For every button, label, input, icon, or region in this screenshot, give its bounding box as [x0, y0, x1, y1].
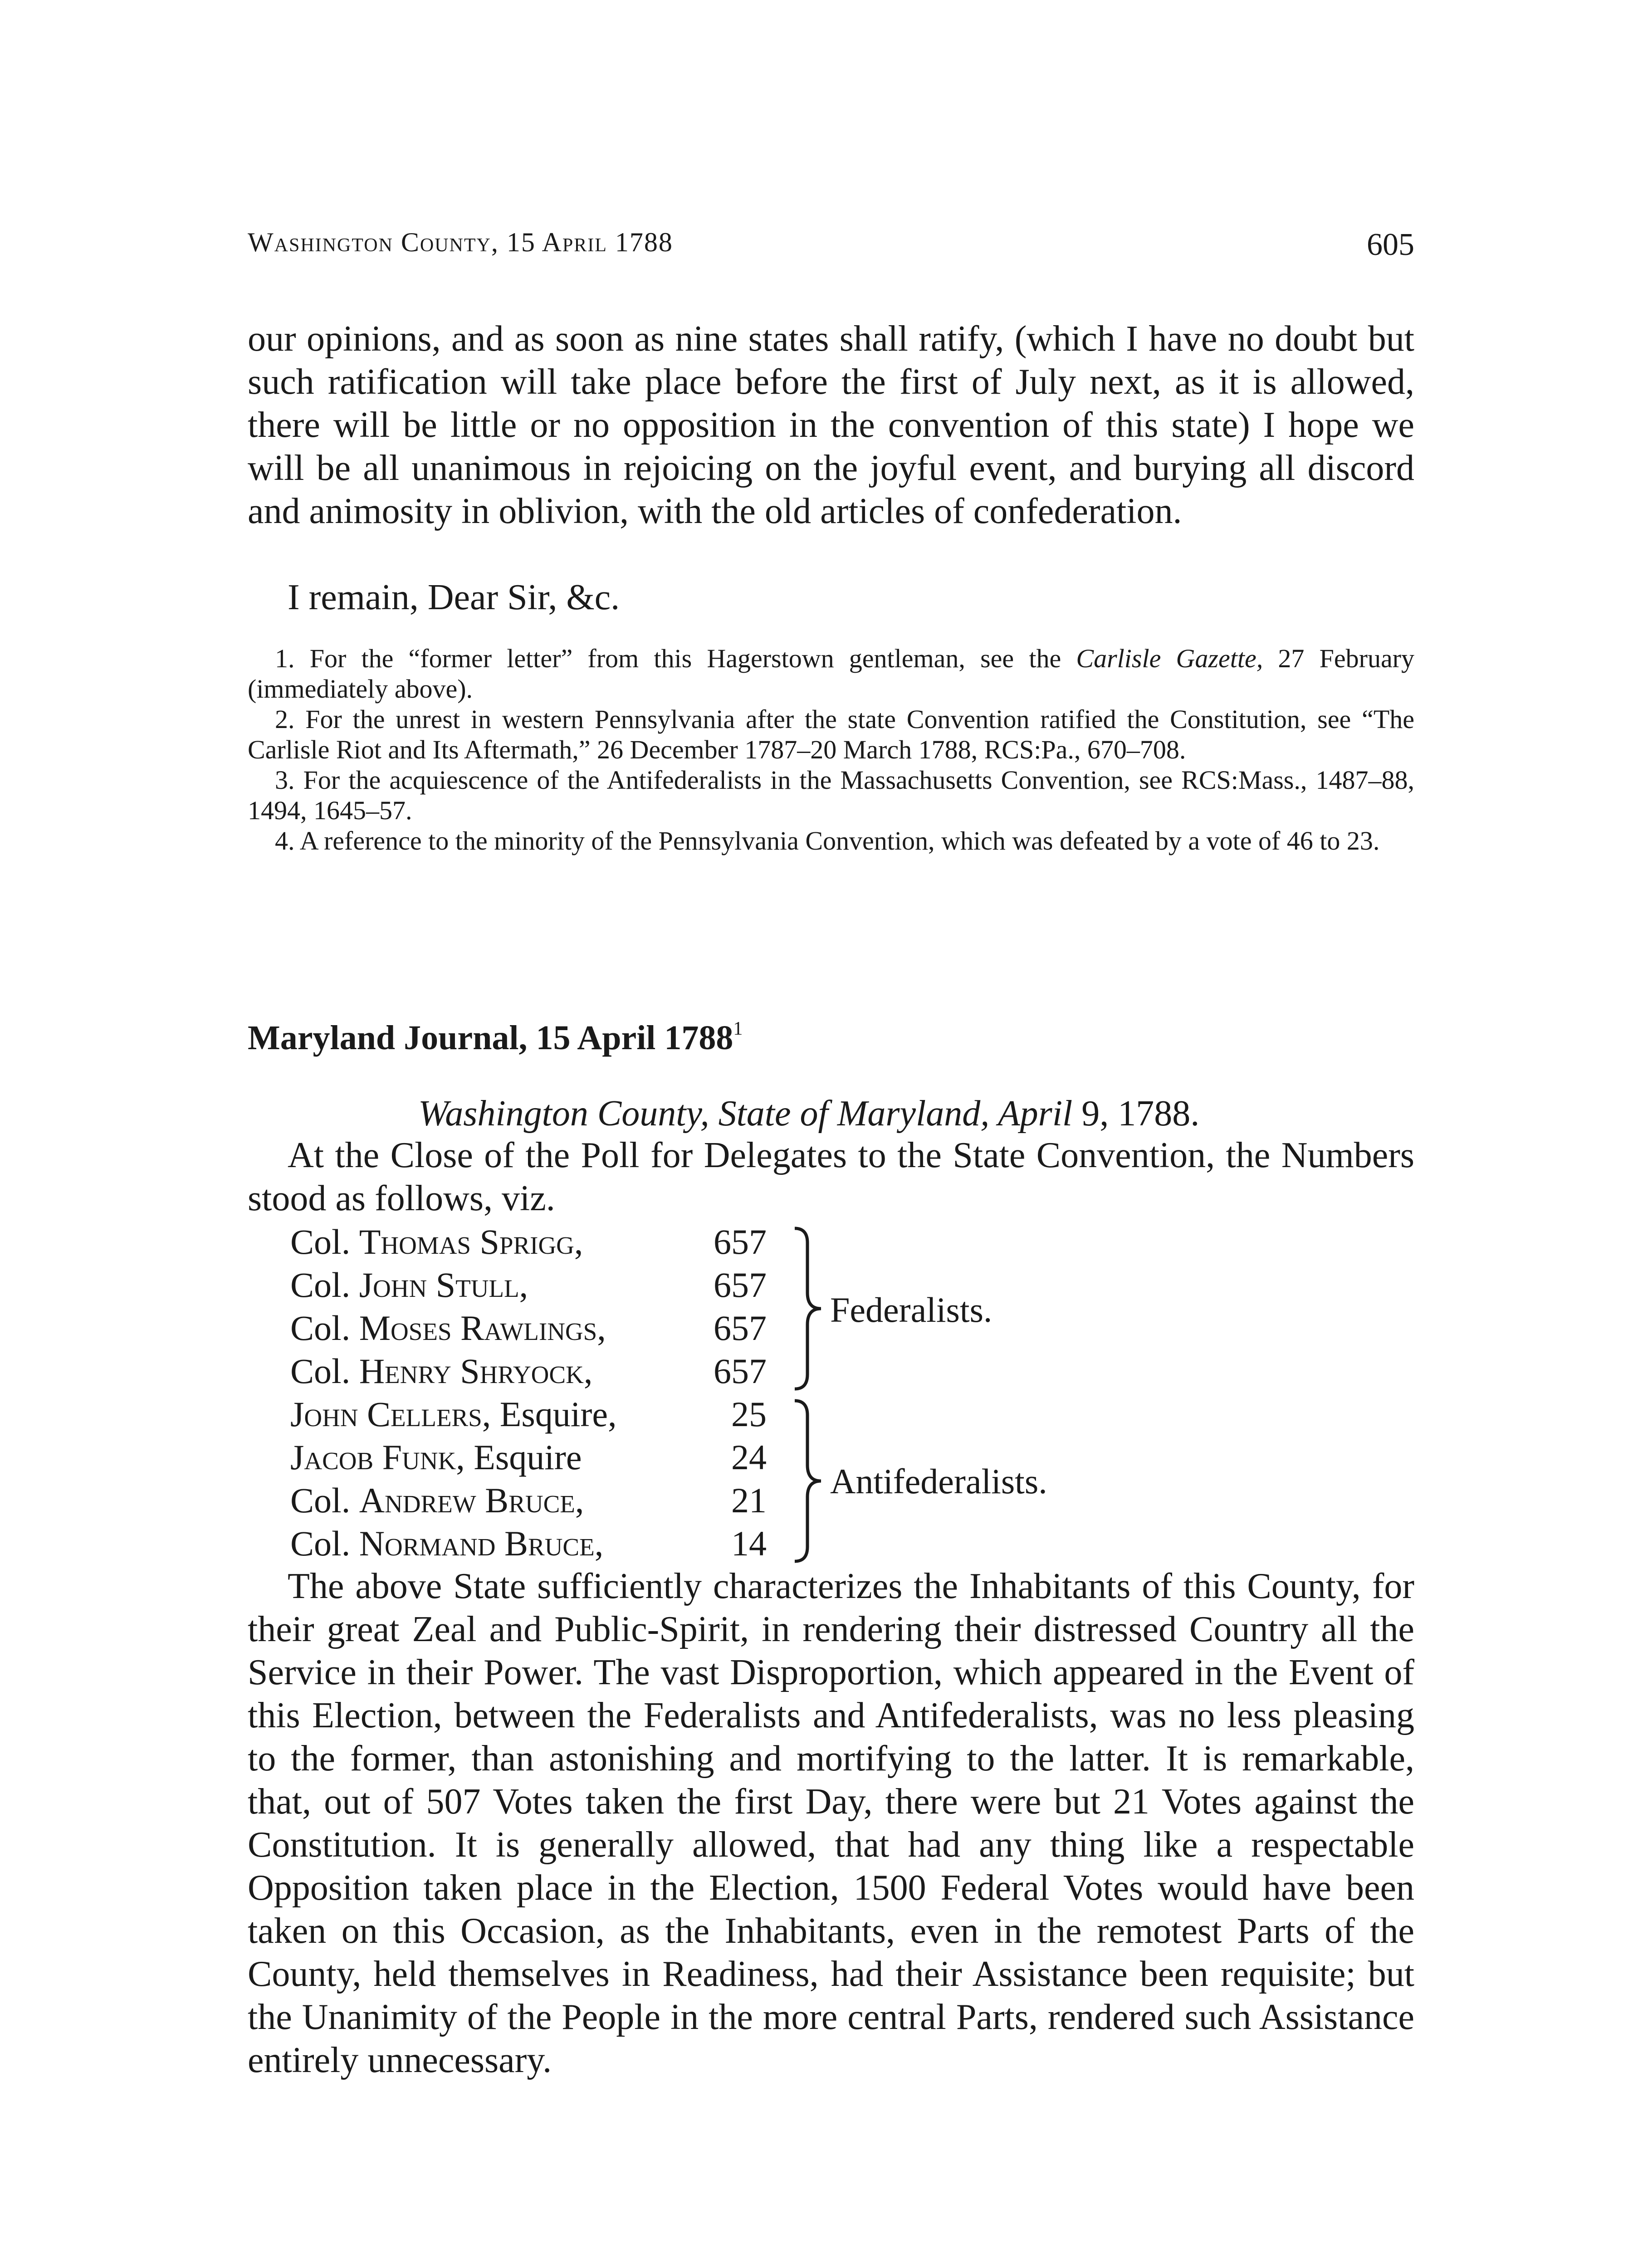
antifederalists-brace: [789, 1397, 830, 1565]
footnote-4: 4. A reference to the minority of the Pennsylvania Convention, which was defeated by a vote of 46 to 23.: [275, 826, 1380, 855]
candidate-name: Col. Moses Rawlings,: [290, 1308, 606, 1348]
body-paragraph: The above State sufficiently characterizes the Inhabitants of this County, for their great Zeal and Public-Spirit, in rendering their distressed Country all the Service in their Power. The vast Disproportion, which appeared in the Event of this Election, between the Federalists and Antifederalists, was no less pleasing to the former, than astonishing and mortifying to the latter. It is remarkable, that, out of 507 Votes taken the first Day, there were but 21 Votes against the Constitution. It is generally allowed, that had any thing like a respectable Opposition taken place in the Election, 1500 Federal Votes would have been taken on this Occasion, as the Inhabitants, even in the remotest Parts of the County, held themselves in Readiness, had their Assistance been requisite; but the Unanimity of the People in the more central Parts, rendered such Assistance entirely unnecessary.: [248, 1566, 1414, 2080]
footnote-3: 3. For the acquiescence of the Antifederalists in the Massachusetts Convention, see RCS:Mass., 1487–88, 1494, 1645–57.: [248, 765, 1414, 825]
dateline: Washington County, State of Maryland, April 9, 1788.: [418, 1094, 1200, 1134]
candidate-name: Jacob Funk, Esquire: [290, 1437, 582, 1477]
continuation-paragraph: our opinions, and as soon as nine states shall ratify, (which I have no doubt but such ratification will take place before the first of July next, as it is allowed, there will be little or no opposition in the convention of this state) I hope we will be all unanimous in rejoicing on the joyful event, and burying all discord and animosity in oblivion, with the old articles of confederation.: [248, 319, 1414, 531]
vote-count: 21: [731, 1481, 767, 1520]
vote-count: 14: [731, 1524, 767, 1563]
running-head-title: Washington County, 15 April 1788: [248, 227, 673, 257]
article-heading: Maryland Journal, 15 April 1788$^1$: [248, 1018, 743, 1057]
footnote-2: 2. For the unrest in western Pennsylvania after the state Convention ratified the Constitution, see “The Carlisle Riot and Its Aftermath,” 26 December 1787–20 March 1788, RCS:Pa., 670–708.: [248, 704, 1414, 764]
federalists-brace: [789, 1225, 830, 1393]
vote-count: 25: [731, 1394, 767, 1434]
candidate-name: John Cellers, Esquire,: [290, 1394, 617, 1434]
page-number: 605: [1367, 227, 1414, 262]
running-head: [248, 227, 1414, 277]
candidate-name: Col. Normand Bruce,: [290, 1524, 604, 1563]
footnote-1: 1. For the “former letter” from this Hagerstown gentleman, see the Carlisle Gazette, 27 February (immediately above).: [248, 644, 1415, 704]
candidate-name: Col. Henry Shryock,: [290, 1351, 593, 1391]
vote-count: 24: [731, 1437, 767, 1477]
candidate-name: Col. John Stull,: [290, 1265, 528, 1305]
vote-count: 657: [714, 1265, 767, 1305]
intro-paragraph: At the Close of the Poll for Delegates to the State Convention, the Numbers stood as follows, viz.: [248, 1135, 1414, 1218]
closing-line: I remain, Dear Sir, &c.: [288, 577, 620, 617]
candidate-name: Col. Thomas Sprigg,: [290, 1222, 583, 1261]
footnotes: [248, 643, 1414, 856]
candidate-name: Col. Andrew Bruce,: [290, 1481, 584, 1520]
vote-count: 657: [714, 1308, 767, 1348]
vote-count: 657: [714, 1222, 767, 1261]
federalists-label: Federalists.: [830, 1290, 993, 1330]
antifederalists-label: Antifederalists.: [830, 1461, 1047, 1501]
vote-count: 657: [714, 1351, 767, 1391]
heading-note-ref: 1: [733, 1018, 743, 1039]
